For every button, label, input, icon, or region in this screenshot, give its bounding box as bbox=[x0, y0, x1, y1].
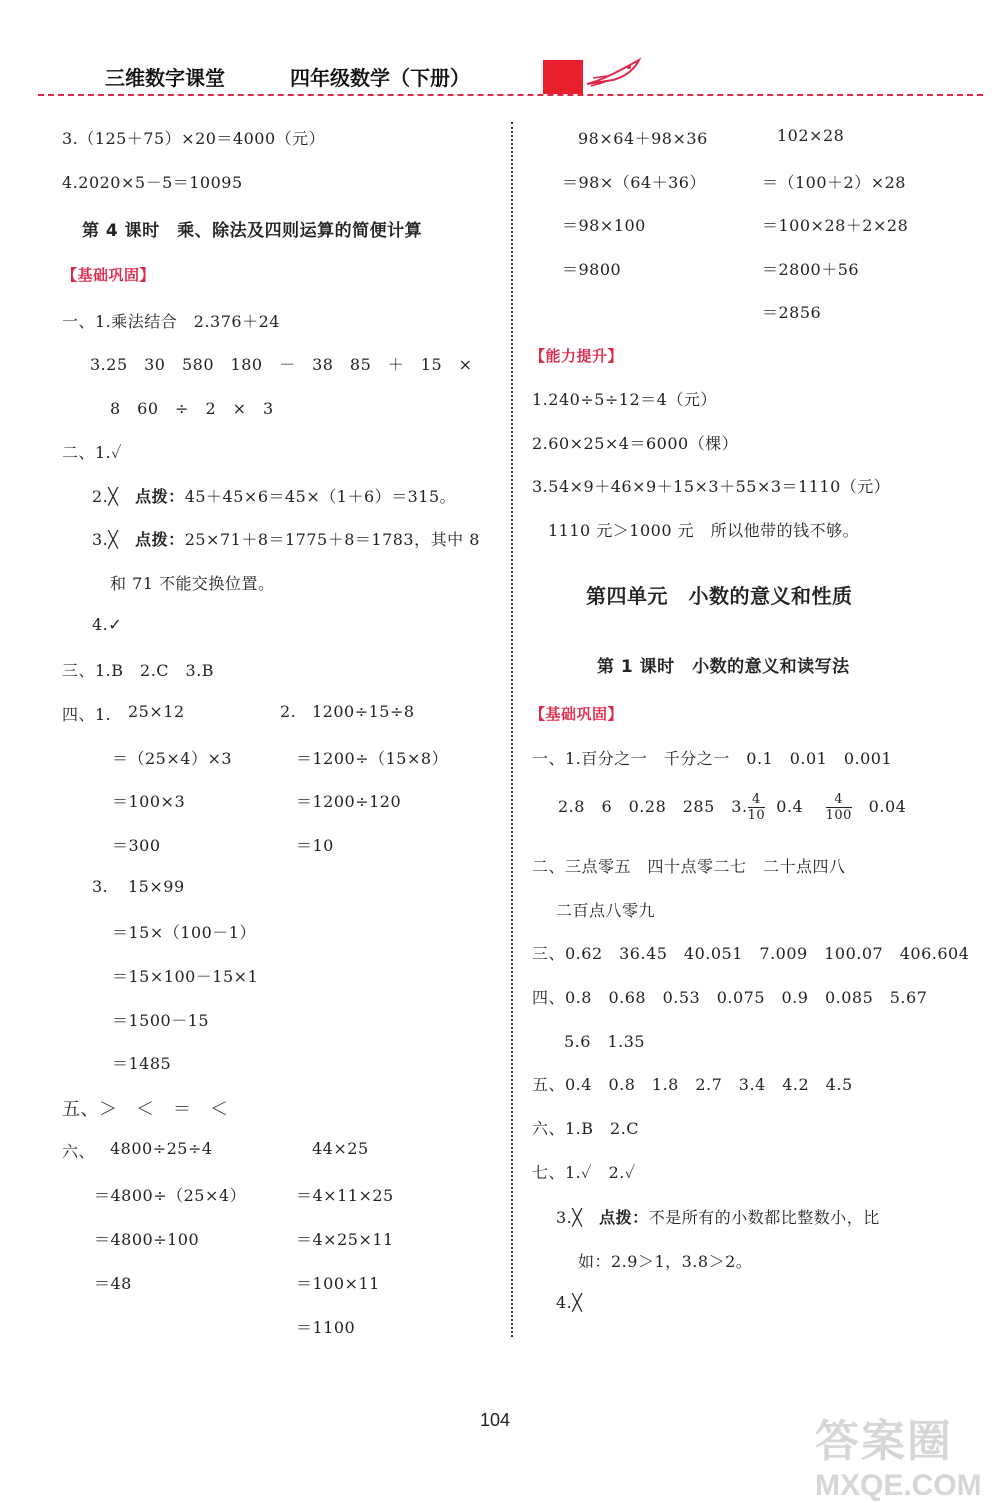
left-q1-line2: 3.25 30 580 180 － 38 85 ＋ 15 × bbox=[90, 355, 473, 374]
mark: 2.╳ bbox=[92, 487, 119, 506]
calc-line: ＝1100 bbox=[296, 1318, 356, 1337]
left-q4-label: 四、1. bbox=[62, 705, 112, 724]
calc-line: ＝1200÷120 bbox=[296, 792, 402, 811]
text: 0.04 bbox=[868, 797, 907, 816]
calc-line: ＝100×11 bbox=[296, 1274, 380, 1293]
calc-line: ＝（100＋2）×28 bbox=[762, 173, 906, 192]
calc-line: 44×25 bbox=[312, 1139, 369, 1158]
left-q2-item3-cont: 和 71 不能交换位置。 bbox=[110, 574, 275, 593]
calc-line: ＝98×（64＋36） bbox=[562, 173, 706, 192]
left-q2-item1: 二、1.✓ bbox=[62, 443, 123, 462]
right-q1-line2 bbox=[558, 792, 906, 823]
page-number: 104 bbox=[480, 1410, 511, 1430]
hint-text: 不是所有的小数都比整数小，比 bbox=[648, 1208, 880, 1227]
watermark bbox=[815, 1405, 982, 1503]
left-q4-3-label: 3. bbox=[92, 877, 109, 896]
calc-line: 102×28 bbox=[777, 126, 845, 145]
header-title: 三维数字课堂 bbox=[105, 66, 225, 90]
right-q4-line2: 5.6 1.35 bbox=[564, 1032, 646, 1051]
hint-text: 25×71＋8＝1775＋8＝1783，其中 8 bbox=[184, 530, 480, 549]
right-q4-line1: 四、0.8 0.68 0.53 0.075 0.9 0.085 5.67 bbox=[532, 988, 928, 1007]
right-answer-3-conclusion: 1110 元＞1000 元 所以他带的钱不够。 bbox=[548, 521, 860, 540]
calc-line: 1200÷15÷8 bbox=[312, 702, 415, 721]
right-q7-item3 bbox=[556, 1205, 880, 1228]
text: 0.4 bbox=[776, 797, 804, 816]
lesson-title-2: 第 1 课时 小数的意义和读写法 bbox=[597, 657, 850, 677]
right-q5: 五、0.4 0.8 1.8 2.7 3.4 4.2 4.5 bbox=[532, 1075, 853, 1094]
right-q6: 六、1.B 2.C bbox=[532, 1119, 640, 1138]
calc-line: ＝4800÷（25×4） bbox=[94, 1186, 247, 1205]
header-divider bbox=[38, 94, 983, 96]
header-subject: 四年级数学（下册） bbox=[290, 66, 470, 90]
left-q5: 五、＞ ＜ ＝ ＜ bbox=[62, 1099, 229, 1120]
unit-title: 第四单元 小数的意义和性质 bbox=[586, 584, 853, 608]
column-divider bbox=[511, 122, 513, 1337]
left-q2-item3 bbox=[92, 527, 480, 550]
right-q7-line1: 七、1.✓ 2.✓ bbox=[532, 1163, 636, 1182]
watermark-line1: 答案圈 bbox=[815, 1417, 953, 1466]
numerator: 4 bbox=[826, 792, 852, 808]
calc-line: ＝1500－15 bbox=[112, 1011, 210, 1030]
right-q7-item4: 4.╳ bbox=[556, 1293, 583, 1312]
header-red-block bbox=[543, 60, 583, 94]
right-answer-2: 2.60×25×4＝6000（棵） bbox=[532, 434, 739, 453]
calc-line: ＝4800÷100 bbox=[94, 1230, 200, 1249]
calc-line: ＝4×11×25 bbox=[296, 1186, 394, 1205]
lesson-title: 第 4 课时 乘、除法及四则运算的简便计算 bbox=[82, 221, 423, 241]
calc-line: ＝（25×4）×3 bbox=[112, 749, 233, 768]
right-q3: 三、0.62 36.45 40.051 7.009 100.07 406.604 bbox=[532, 944, 970, 963]
calc-line: ＝15×（100－1） bbox=[112, 923, 256, 942]
text: 2.8 6 0.28 285 3. bbox=[558, 797, 748, 816]
left-q1-line3: 8 60 ÷ 2 × 3 bbox=[110, 399, 274, 418]
hint-label: 点拨： bbox=[599, 1208, 649, 1227]
right-q1-line1: 一、1.百分之一 千分之一 0.1 0.01 0.001 bbox=[532, 749, 893, 768]
fraction bbox=[826, 792, 852, 823]
calc-line: ＝300 bbox=[112, 836, 161, 855]
calc-line: 25×12 bbox=[128, 702, 185, 721]
left-answer-4: 4.2020×5－5＝10095 bbox=[62, 173, 243, 192]
calc-line: ＝1485 bbox=[112, 1054, 172, 1073]
calc-line: ＝9800 bbox=[562, 260, 622, 279]
hint-text: 45＋45×6＝45×（1＋6）＝315。 bbox=[184, 487, 457, 506]
mark: 3.╳ bbox=[556, 1208, 583, 1227]
left-q6-label: 六、 bbox=[62, 1142, 96, 1161]
mark: 3.╳ bbox=[92, 530, 119, 549]
right-q2-line2: 二百点八零九 bbox=[556, 901, 656, 920]
left-q1-line1: 一、1.乘法结合 2.376＋24 bbox=[62, 312, 280, 331]
right-q7-item3-cont: 如：2.9＞1，3.8＞2。 bbox=[578, 1252, 753, 1271]
hint-label: 点拨： bbox=[135, 487, 185, 506]
left-q2-item2 bbox=[92, 484, 456, 507]
calc-line: ＝2856 bbox=[762, 303, 822, 322]
left-answer-3: 3.（125＋75）×20＝4000（元） bbox=[62, 129, 326, 148]
left-q2-item4: 4.✓ bbox=[92, 615, 123, 634]
fraction bbox=[748, 792, 766, 823]
calc-line: 15×99 bbox=[128, 877, 185, 896]
calc-line: ＝100×28＋2×28 bbox=[762, 216, 909, 235]
hint-label: 点拨： bbox=[135, 530, 185, 549]
calc-line: 4800÷25÷4 bbox=[110, 1139, 213, 1158]
numerator: 4 bbox=[748, 792, 766, 808]
calc-line: ＝1200÷（15×8） bbox=[296, 749, 449, 768]
watermark-line2: MXQE.COM bbox=[815, 1469, 982, 1502]
section-label-basic: 【基础巩固】 bbox=[62, 266, 156, 284]
denominator: 100 bbox=[825, 808, 852, 823]
right-answer-1: 1.240÷5÷12＝4（元） bbox=[532, 390, 717, 409]
section-label-advanced: 【能力提升】 bbox=[530, 347, 624, 365]
right-answer-3: 3.54×9＋46×9＋15×3＋55×3＝1110（元） bbox=[532, 477, 891, 496]
left-q3: 三、1.B 2.C 3.B bbox=[62, 661, 215, 680]
calc-line: ＝100×3 bbox=[112, 792, 186, 811]
section-label-basic-2: 【基础巩固】 bbox=[530, 705, 624, 723]
calc-line: ＝10 bbox=[296, 836, 334, 855]
right-q2-line1: 二、三点零五 四十点零二七 二十点四八 bbox=[532, 857, 846, 876]
calc-line: ＝4×25×11 bbox=[296, 1230, 394, 1249]
calc-line: ＝15×100－15×1 bbox=[112, 967, 259, 986]
calc-line: ＝48 bbox=[94, 1274, 132, 1293]
left-q4-2-label: 2. bbox=[280, 702, 297, 721]
rocket-icon bbox=[583, 56, 645, 90]
denominator: 10 bbox=[747, 808, 766, 823]
calc-line: ＝98×100 bbox=[562, 216, 646, 235]
calc-line: ＝2800＋56 bbox=[762, 260, 860, 279]
calc-line: 98×64＋98×36 bbox=[578, 129, 708, 148]
